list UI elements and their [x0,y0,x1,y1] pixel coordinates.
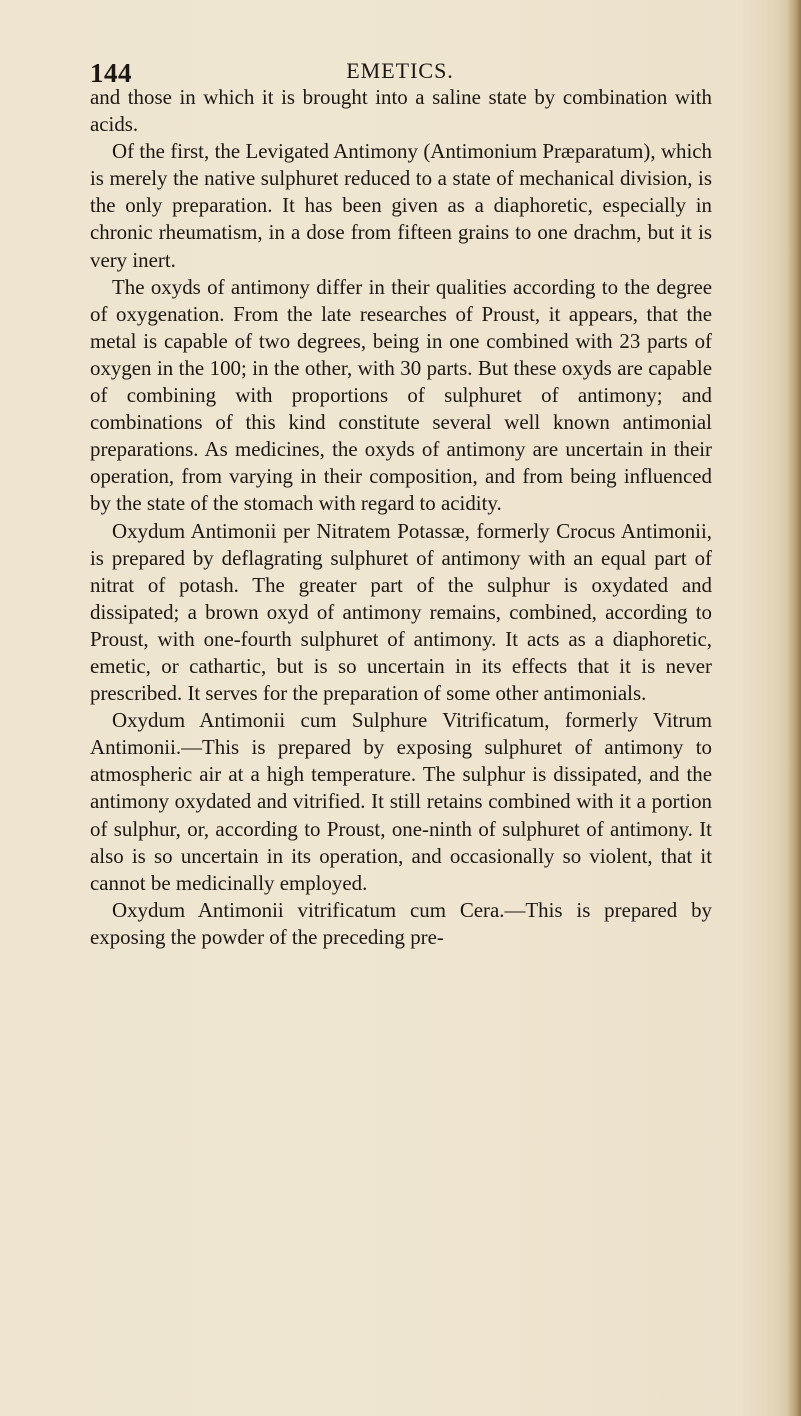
page-number: 144 [90,58,132,88]
paragraph: Oxydum Antimonii cum Sulphure Vitrificatum, formerly Vitrum Antimonii.—This is prepared by exposing sulphuret of antimony to atmospheric air at a high temperature. The sulphur is dissipated, and the antimony oxydated and vitrified. It still retains combined with it a portion of sulphur, or, according to Proust, one-ninth of sulphuret of antimony. It also is so uncertain in its operation, and occasionally so violent, that it cannot be medicinally employed. [90,708,712,895]
body-text [90,84,712,951]
paragraph: Of the first, the Levigated Antimony (Antimonium Præparatum), which is merely the native sulphuret reduced to a state of mechanical division, is the only preparation. It has been given as a diaphoretic, especially in chronic rheumatism, in a dose from fifteen grains to one drachm, but it is very inert. [90,139,712,272]
paragraph: and those in which it is brought into a saline state by combination with acids. [90,85,712,137]
paragraph: Oxydum Antimonii per Nitratem Potassæ, formerly Crocus Antimonii, is prepared by deflagrating sulphuret of antimony with an equal part of nitrat of potash. The greater part of the sulphur is oxydated and dissipated; a brown oxyd of antimony remains, combined, according to Proust, with one-fourth sulphuret of antimony. It acts as a diaphoretic, emetic, or cathartic, but is so uncertain in its effects that it is never prescribed. It serves for the preparation of some other antimonials. [90,518,712,706]
paragraph: Oxydum Antimonii vitrificatum cum Cera.—This is prepared by exposing the powder of the preceding pre- [90,897,712,949]
page-edge-shadow [787,0,801,1416]
running-head: EMETICS. [346,58,454,83]
paragraph: The oxyds of antimony differ in their qualities according to the degree of oxygenation. From the late researches of Proust, it appears, that the metal is capable of two degrees, being in one combined with 23 parts of oxygen in the 100; in the other, with 30 parts. But these oxyds are capable of combining with proportions of sulphuret of antimony; and combinations of this kind constitute several well known antimonial preparations. As medicines, the oxyds of antimony are uncertain in their operation, from varying in their composition, and from being influenced by the state of the stomach with regard to acidity. [90,274,712,516]
